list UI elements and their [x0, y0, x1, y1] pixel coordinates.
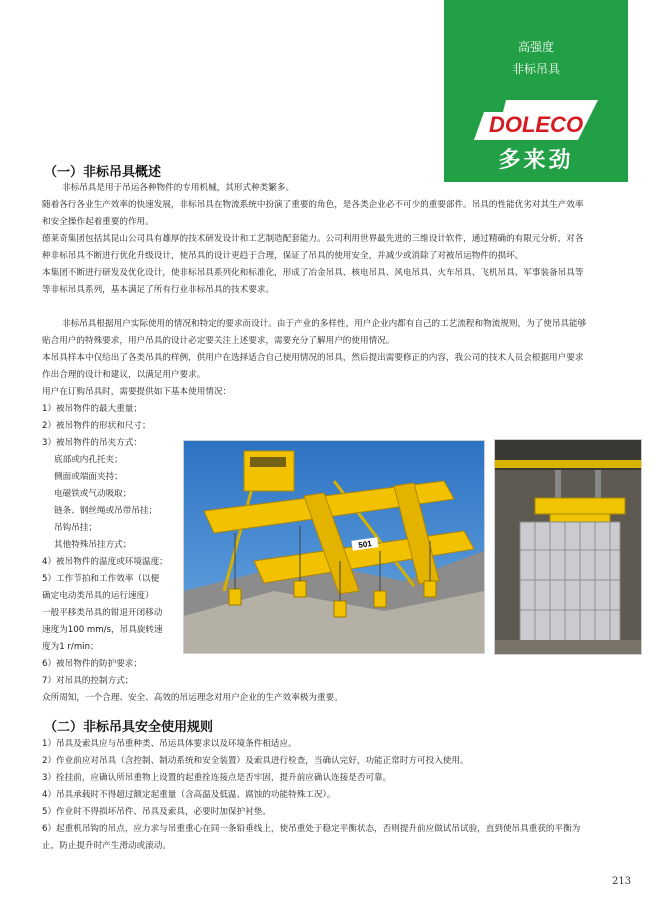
- paragraph-line: 作出合理的设计和建议，以满足用户要求。: [42, 370, 206, 380]
- list-item: 1）被吊物件的最大重量；: [42, 404, 142, 414]
- list-item: 确定电动类吊具的运行速度）: [42, 591, 154, 601]
- rule-item: 3）拴挂前，应确认所吊重物上设置的起重拴连接点是否牢固，提升前应确认连接是否可靠。: [42, 773, 392, 783]
- list-item: 电磁铁或气动吸取；: [54, 489, 132, 499]
- paragraph-line: 非标吊具是用于吊运各种物件的专用机械，其形式种类繁多。: [62, 183, 295, 193]
- rule-item: 止，防止提升时产生滑动或滚动。: [42, 841, 171, 851]
- paragraph-line: 和安全操作起着重要的作用。: [42, 217, 154, 227]
- paragraph-line: 贴合用户的特殊要求，用户吊具的设计必定要关注上述要求，需要充分了解用户的使用情况。: [42, 336, 395, 346]
- header-subtitle: 非标吊具: [511, 62, 560, 76]
- paragraph-line: 本集团不断进行研发及优化设计，使非标吊具系列化和标准化，形成了冶金吊具、核电吊具、风电吊具、火车吊具、飞机吊具、军事装备吊具等: [42, 268, 584, 278]
- safety-rules-list: [42, 736, 580, 855]
- list-item: 吊钩吊挂；: [54, 523, 97, 533]
- list-item: 其他特殊吊挂方式；: [54, 540, 132, 550]
- list-item: 6）被吊物件的防护要求；: [42, 659, 142, 669]
- closing-line: 众所周知，一个合理、安全、高效的吊运理念对用户企业的生产效率极为重要。: [42, 693, 343, 703]
- list-item: 底部或内孔托夹；: [54, 455, 123, 465]
- section2-title: （二）非标吊具安全使用规则: [44, 720, 214, 735]
- list-item: 4）被吊物件的温度或环境温度；: [42, 557, 168, 567]
- logo-chinese-name: 多来劲: [498, 148, 574, 173]
- list-item: 2）被吊物件的形状和尺寸；: [42, 421, 151, 431]
- rule-item: 6）起重机吊钩的吊点，应力求与吊重重心在同一条铅垂线上，使吊重处于稳定平衡状态，否则提升前应做试吊试验，直到使吊具重获的平衡为: [42, 824, 581, 834]
- list-item: 速度为100 mm/s，吊具旋转速: [42, 625, 163, 635]
- brand-header-panel: [444, 0, 628, 182]
- list-item: 度为1 r/min；: [42, 642, 99, 652]
- svg-text:DOLECO: DOLECO: [488, 112, 584, 137]
- rule-item: 1）吊具及索具应与吊重种类、吊运具体要求以及环境条件相适应。: [42, 739, 297, 749]
- paragraph-line: 随着各行各业生产效率的快速发展，非标吊具在物流系统中扮演了重要的角色，是各类企业必不可少的重要部件。吊具的性能优劣对其生产效率: [42, 200, 584, 210]
- photo-beam-lifter: [183, 440, 485, 654]
- rule-item: 4）吊具承载时不得超过额定起重量（含高温及低温、腐蚀的功能特殊工况）。: [42, 790, 336, 800]
- rule-item: 2）作业前应对吊具（含控制、制动系统和安全装置）及索具进行检查，当确认完好，功能正常时方可投入使用。: [42, 756, 469, 766]
- list-item: 5）工作节拍和工作效率（以便: [42, 574, 160, 584]
- list-item: 一般平移类吊具的钳退开闭移动: [42, 608, 163, 618]
- workshop-lifter-illustration: [495, 440, 641, 654]
- photo-workshop-lifter: [494, 439, 642, 655]
- paragraph-line: 种非标吊具不断进行优化升级设计，使吊具的设计更趋于合理，保证了吊具的使用安全，并减少或消除了对被吊运物件的损坏。: [42, 251, 524, 261]
- paragraph-line: 用户在订购吊具时，需要提供如下基本使用情况：: [42, 387, 232, 397]
- paragraph-line: 德莱奇集团包括其昆山公司具有雄厚的技术研发设计和工艺制造配套能力。公司利用世界最先进的三维设计软件，通过精确的有限元分析，对各: [42, 234, 584, 244]
- beam-label: 501: [357, 539, 373, 550]
- paragraph-line: 本吊具样本中仅给出了各类吊具的样例，供用户在选择适合自己使用情况的吊具，然后提出需要修正的内容，我公司的技术人员会根据用户要求: [42, 353, 584, 363]
- paragraph-line: 非标吊具根据用户实际使用的情况和特定的要求而设计。由于产业的多样性，用户企业内都有自己的工艺流程和物流规则，为了使吊具能够: [62, 319, 587, 329]
- page-number: 213: [612, 876, 632, 887]
- rule-item: 5）作业时不得损坏吊件、吊具及索具，必要时加保护衬垫。: [42, 807, 271, 817]
- beam-lifter-illustration: [184, 441, 484, 653]
- paragraph-line: 等非标吊具系列，基本满足了所有行业非标吊具的技术要求。: [42, 285, 275, 295]
- doleco-logo: [474, 100, 598, 144]
- section1-title: （一）非标吊具概述: [44, 165, 162, 180]
- section1-requirements: [42, 316, 586, 401]
- header-title: 高强度: [517, 40, 554, 54]
- list-item: 链条、钢丝绳或吊带吊挂；: [54, 506, 158, 516]
- doleco-logo-graphic: [474, 100, 598, 144]
- list-item: 7）对吊具的控制方式；: [42, 676, 134, 686]
- section1-intro: [42, 180, 583, 299]
- list-item: 侧面或端面夹持；: [54, 472, 123, 482]
- list-item: 3）被吊物件的吊夹方式：: [42, 438, 142, 448]
